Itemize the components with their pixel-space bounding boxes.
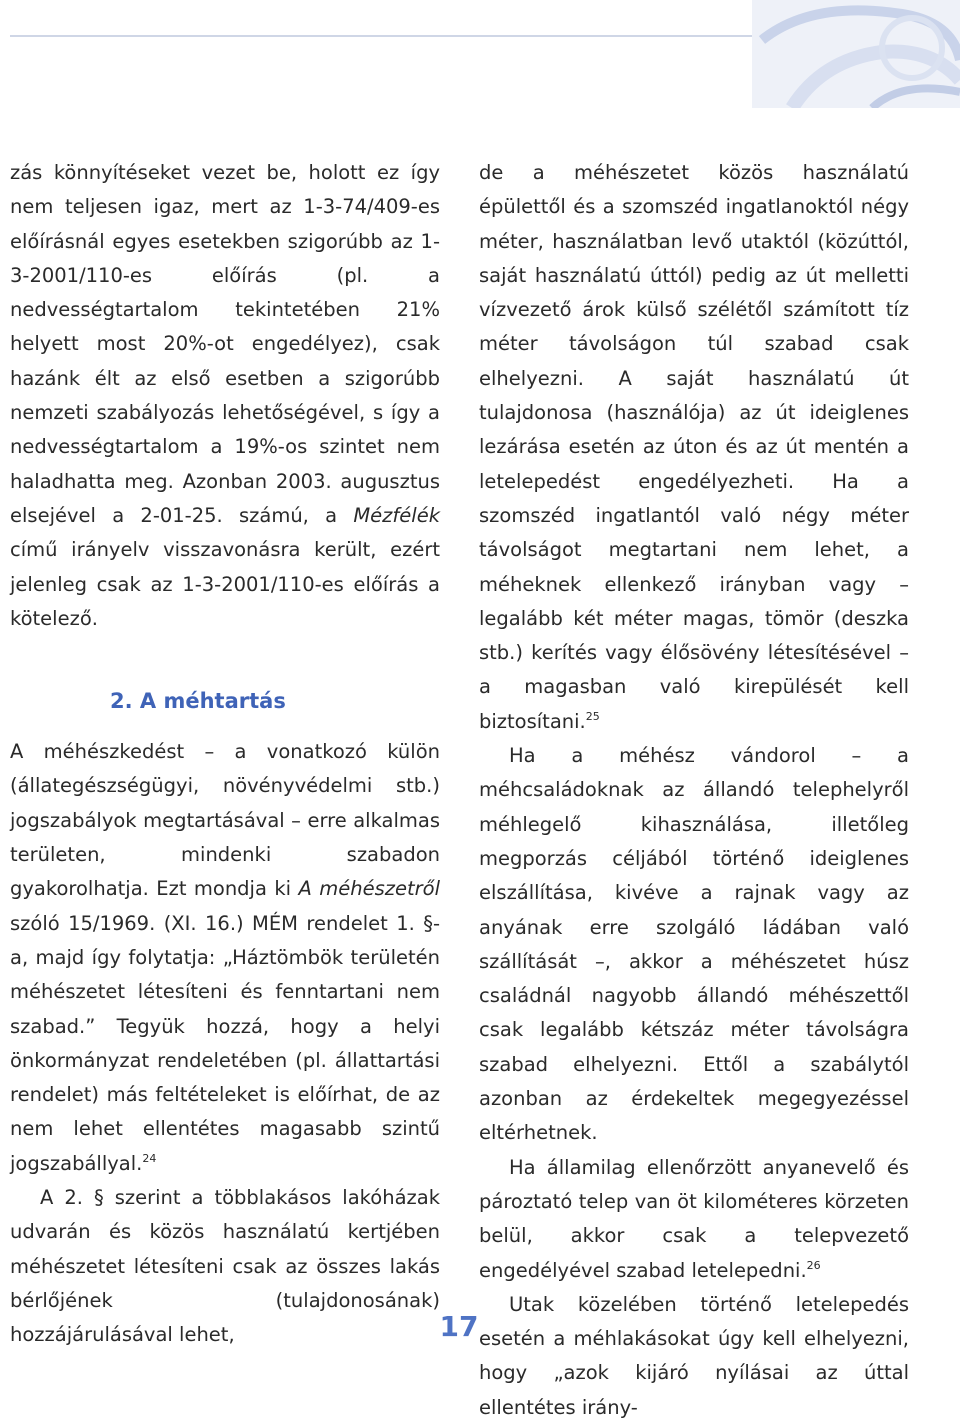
paragraph: A 2. § szerint a többlakásos lakóházak udvarán és közös használatú kertjében méhészetet létesíteni csak az összes lakás bérlőjének (tulajdonosának) hozzájárulásával lehet, (10, 1186, 440, 1347)
page-number: 17 (439, 1310, 479, 1337)
footnote-ref: 24 (142, 1151, 157, 1165)
section-heading: 2. A méhtartás (110, 689, 286, 714)
footnote-ref: 26 (806, 1258, 821, 1272)
publisher-logo (752, 0, 960, 108)
footnote-ref: 25 (585, 709, 600, 723)
paragraph: Ha államilag ellenőrzött anyanevelő és pároztató telep van öt kilométeres körzeten belül, akkor csak a telepvezető engedélyével szabad letelepedni.$^{26}$ (479, 1155, 909, 1282)
right-column (479, 156, 909, 1425)
paragraph: Ha a méhész vándorol – a méhcsaládoknak az állandó telephelyről méhlegelő kihasználása, illetőleg megporzás céljából történő ideiglenes elszállítása, kivéve a rajnak vagy az anyának erre szolgáló ládában való szállítását –, akkor a méhészetet húsz családnál nagyobb állandó méhészettől csak legalább kétszáz méter távolságra szabad elhelyezni. Ettől a szabálytól azonban az érdekeltek megegyezéssel eltérhetnek. (479, 744, 909, 1145)
paragraph: zás könnyítéseket vezet be, holott ez így nem teljesen igaz, mert az 1-3-74/409-es előírásnál egyes esetekben szigorúbb az 1-3-2001/110-es előírás (pl. a nedvességtartalom tekintetében 21% helyett most 20%-ot engedélyez), csak hazánk élt az első esetben a szigorúbb nemzeti szabályozás lehetőségével, s így a nedvességtartalom a 19%-os szintet nem haladhatta meg. Azonban 2003. augusztus elsejével a 2-01-25. számú, a Mézfélék című irányelv visszavonásra került, ezért jelenleg csak az 1-3-2001/110-es előírás a kötelező. (10, 161, 440, 630)
paragraph: Utak közelében történő letelepedés esetén a méhlakásokat úgy kell elhelyezni, hogy „azok kijáró nyílásai az úttal ellentétes irány- (479, 1292, 909, 1419)
paragraph: de a méhészetet közös használatú épülettől és a szomszéd ingatlanoktól négy méter, használatban levő utaktól (közúttól, saját használatú úttól) pedig az út melletti vízvezető árok külső szélétől számított tíz méter távolságon túl szabad csak elhelyezni. A saját használatú út tulajdonosa (használója) az út ideiglenes lezárása esetén az úton és az út mentén a letelepedést engedélyezheti. Ha a szomszéd ingatlantól való négy méter távolságot megtartani nem lehet, a méheknek ellenkező irányban vagy – legalább két méter magas, tömör (deszka stb.) kerítés vagy élősövény létesítésével – a magasban való kirepülését kell biztosítani.$^{25}$ (479, 161, 909, 733)
paragraph: A méhészkedést – a vonatkozó külön (állategészségügyi, növényvédelmi stb.) jogszabályok megtartásával – erre alkalmas területen, mindenki szabadon gyakorolhatja. Ezt mondja ki A méhészetről szóló 15/1969. (XI. 16.) MÉM rendelet 1. §-a, majd így folytatja: „Háztömbök területén méhészetet létesíteni és fenntartani nem szabad.” Tegyük hozzá, hogy a helyi önkormányzat rendeletében (pl. állattartási rendelet) más feltételeket is előírhat, de az nem lehet ellentétes magasabb szintű jogszabállyal.$^{24}$ (10, 740, 440, 1175)
left-column (10, 156, 440, 1353)
